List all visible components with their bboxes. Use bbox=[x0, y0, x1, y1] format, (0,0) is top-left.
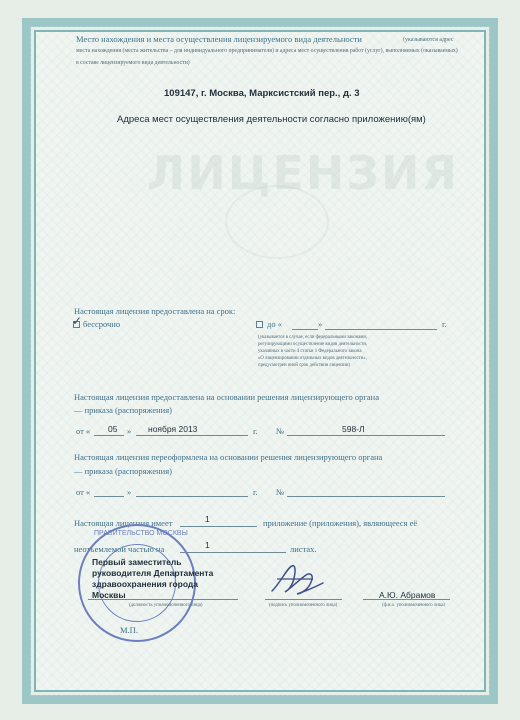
granted-number: 598-Л bbox=[342, 424, 365, 434]
granted-day-line bbox=[94, 435, 124, 436]
until-day-line bbox=[292, 329, 318, 330]
reissued-line2: — приказа (распоряжения) bbox=[74, 466, 172, 476]
fine-print-4: «О лицензировании отдельных видов деятельности», bbox=[258, 356, 367, 361]
fine-print-5: предусмотрен иной срок действия лицензии) bbox=[258, 363, 351, 368]
fine-print-2: регулирующими осуществление видов деятельности, bbox=[258, 342, 368, 347]
until-year-suffix: г. bbox=[442, 319, 447, 329]
appendix-count: 1 bbox=[205, 514, 210, 524]
signature bbox=[267, 560, 327, 600]
appendix-text-c: неотъемлемой частью на bbox=[74, 544, 165, 554]
emblem-watermark bbox=[225, 185, 329, 259]
fine-print-1: (указывается в случае, если федеральными законами, bbox=[258, 335, 368, 340]
granted-line1: Настоящая лицензия предоставлена на основании решения лицензирующего органа bbox=[74, 392, 379, 402]
granted-close: » bbox=[127, 426, 132, 436]
reissued-day-line bbox=[94, 496, 124, 497]
address: 109147, г. Москва, Марксистский пер., д. 3 bbox=[164, 88, 360, 99]
appendix-text-b: приложение (приложения), являющееся её bbox=[263, 518, 418, 528]
granted-line2: — приказа (распоряжения) bbox=[74, 405, 172, 415]
reissued-from: от « bbox=[76, 487, 91, 497]
watermark: ЛИЦЕНЗИЯ bbox=[147, 146, 459, 200]
reissued-number-line bbox=[287, 496, 445, 497]
reissued-close: » bbox=[127, 487, 132, 497]
place-label: Место нахождения и места осуществления лицензируемого вида деятельности bbox=[76, 34, 362, 44]
signature-note: (подпись уполномоченного лица) bbox=[269, 603, 338, 608]
granted-number-sign: № bbox=[276, 426, 285, 436]
signatory-name: А.Ю. Абрамов bbox=[379, 590, 436, 600]
granted-from: от « bbox=[76, 426, 91, 436]
signatory-line1: Первый заместитель bbox=[92, 557, 182, 567]
name-note: (ф.и.о. уполномоченного лица) bbox=[382, 603, 446, 608]
position-note: (должность уполномоченного лица) bbox=[129, 603, 203, 608]
until-label: до « bbox=[267, 319, 282, 329]
signature-line bbox=[265, 599, 342, 600]
granted-month-year: ноября 2013 bbox=[148, 424, 198, 434]
checkmark-icon: ✓ bbox=[72, 314, 83, 328]
appendix-sheets-line bbox=[180, 552, 286, 553]
name-line bbox=[363, 599, 450, 600]
fine-print-3: указанных в части 4 статьи 1 Федерального закона bbox=[258, 349, 362, 354]
reissued-year-suffix: г. bbox=[253, 487, 258, 497]
place-note-1: (указываются адрес bbox=[403, 37, 454, 43]
addresses-note: Адреса мест осуществления деятельности согласно приложению(ям) bbox=[117, 114, 426, 125]
granted-day: 05 bbox=[108, 424, 118, 434]
granted-year-suffix: г. bbox=[253, 426, 258, 436]
appendix-text-a: Настоящая лицензия имеет bbox=[74, 518, 173, 528]
appendix-sheets: 1 bbox=[205, 540, 210, 550]
appendix-text-d: листах. bbox=[290, 544, 317, 554]
until-mid: » bbox=[318, 319, 323, 329]
place-note-2: места нахождения (места жительства – для индивидуального предпринимателя) и адреса мест осуществления работ (услуг), выполняемых (оказываемых) bbox=[76, 48, 458, 54]
reissued-month-line bbox=[136, 496, 248, 497]
reissued-line1: Настоящая лицензия переоформлена на основании решения лицензирующего органа bbox=[74, 452, 383, 462]
position-line bbox=[88, 599, 238, 600]
place-note-3: в составе лицензируемого вида деятельности) bbox=[76, 60, 190, 66]
signatory-line4: Москвы bbox=[92, 590, 126, 600]
until-month-line bbox=[325, 329, 437, 330]
signatory-line3: здравоохранения города bbox=[92, 579, 199, 589]
appendix-count-line bbox=[180, 526, 257, 527]
granted-month-line bbox=[136, 435, 248, 436]
unlimited-label: бессрочно bbox=[83, 319, 121, 329]
term-label: Настоящая лицензия предоставлена на срок: bbox=[74, 306, 236, 316]
signatory-line2: руководителя Департамента bbox=[92, 568, 214, 578]
stamp-text: ПРАВИТЕЛЬСТВО МОСКВЫ bbox=[94, 530, 188, 537]
reissued-number-sign: № bbox=[276, 487, 285, 497]
stamp-place: М.П. bbox=[120, 625, 138, 635]
granted-number-line bbox=[287, 435, 445, 436]
until-checkbox bbox=[256, 321, 263, 328]
